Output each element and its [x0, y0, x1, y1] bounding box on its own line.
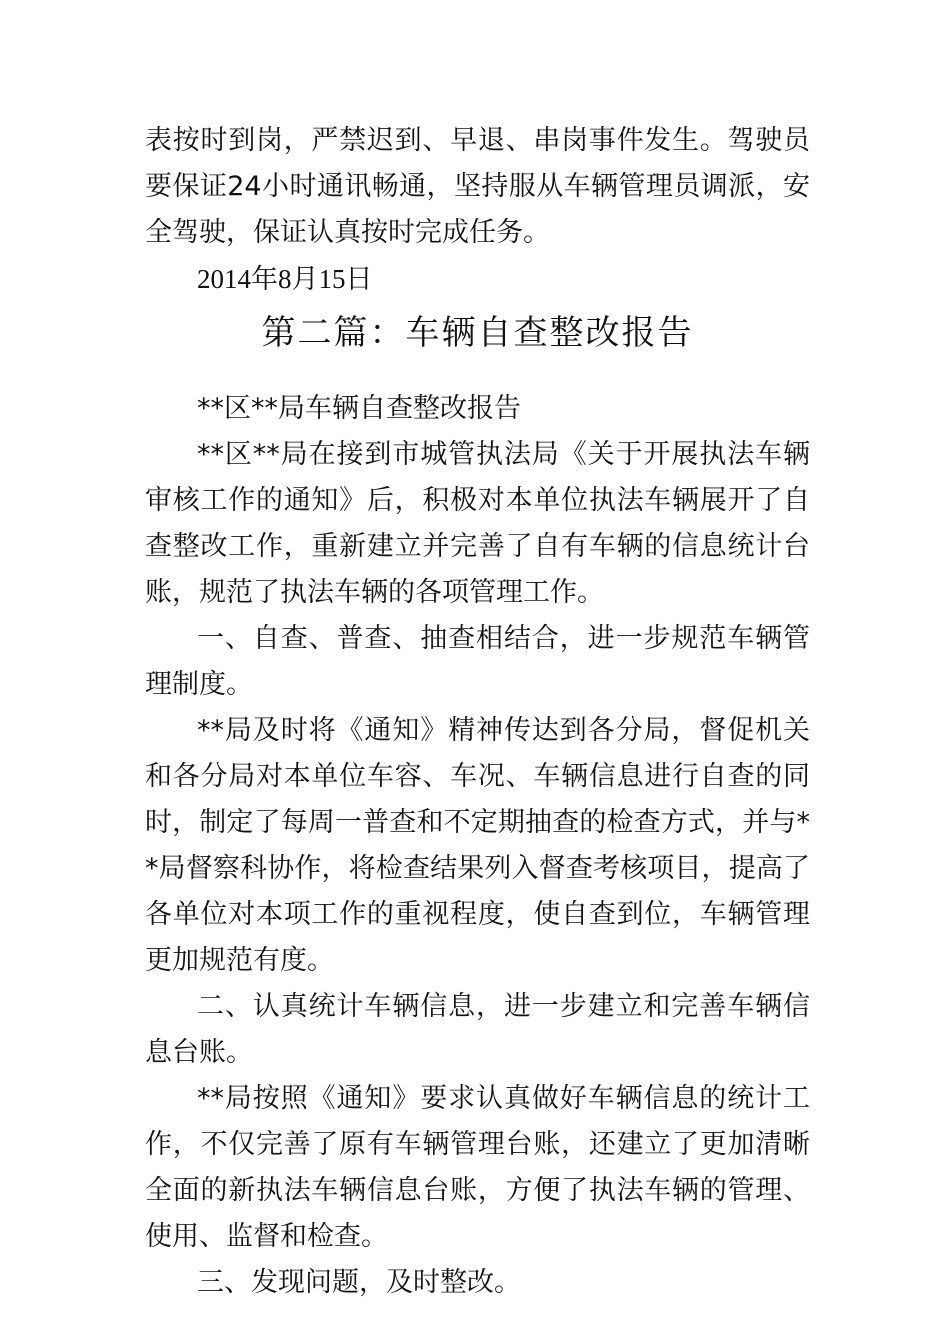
section-heading-1: 一、自查、普查、抽查相结合，进一步规范车辆管理制度。: [145, 623, 810, 700]
continued-paragraph: 表按时到岗，严禁迟到、早退、串岗事件发生。驾驶员要保证24小时通讯畅通，坚持服从车辆管理员调派，安全驾驶，保证认真按时完成任务。: [145, 125, 810, 248]
section-heading-3: 三、发现问题，及时整改。: [197, 1267, 521, 1298]
body-paragraph: **局及时将《通知》精神传达到各分局，督促机关和各分局对本单位车容、车况、车辆信息进行自查的同时，制定了每周一普查和不定期抽查的检查方式，并与**局督察科协作，将检查结果列入督查考核项目，提高了各单位对本项工作的重视程度，使自查到位，车辆管理更加规范有度。: [145, 715, 810, 976]
section-title: 第二篇：车辆自查整改报告: [261, 313, 694, 353]
document-body: [145, 118, 810, 1306]
body-paragraph: **区**局在接到市城管执法局《关于开展执法车辆审核工作的通知》后，积极对本单位执法车辆展开了自查整改工作，重新建立并完善了自有车辆的信息统计台账，规范了执法车辆的各项管理工作。: [145, 439, 810, 608]
section-heading-2: 二、认真统计车辆信息，进一步建立和完善车辆信息台账。: [145, 991, 810, 1068]
body-paragraph: **局按照《通知》要求认真做好车辆信息的统计工作，不仅完善了原有车辆管理台账，还建立了更加清晰全面的新执法车辆信息台账，方便了执法车辆的管理、使用、监督和检查。: [145, 1083, 810, 1252]
document-date: 2014年8月15日: [197, 264, 373, 294]
report-title-line: **区**局车辆自查整改报告: [197, 393, 521, 424]
